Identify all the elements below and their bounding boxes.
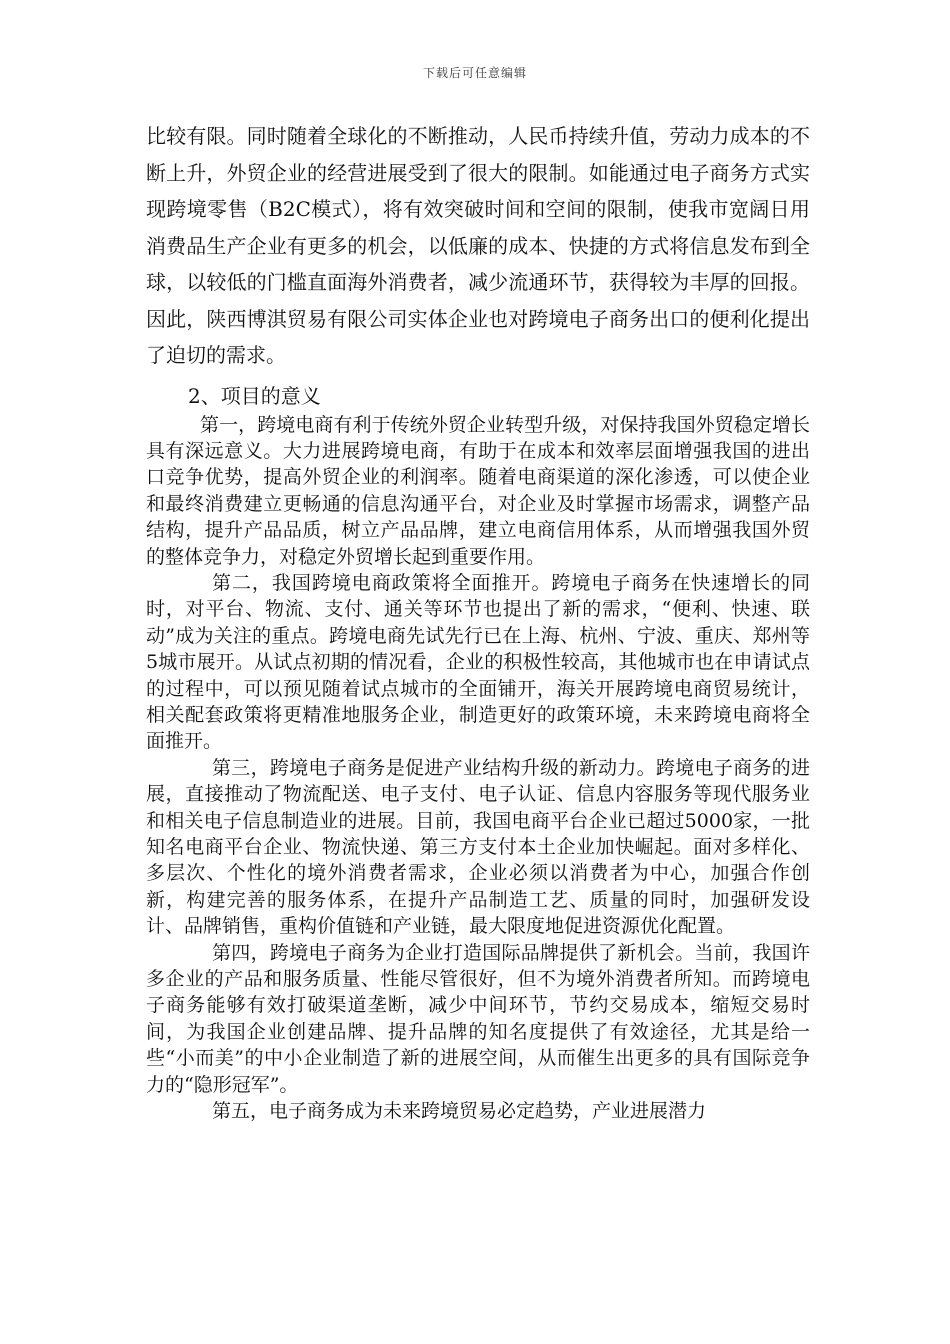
paragraph-second: 第二，我国跨境电商政策将全面推开。跨境电子商务在快速增长的同时，对平台、物流、支付、通关等环节也提出了新的需求，“便利、快速、联动”成为关注的重点。跨境电商先试先行已在上海、杭州、宁波、重庆、郑州等5城市展开。从试点初期的情况看，企业的积极性较高，其他城市也在申请试点的过程中，可以预见随着试点城市的全面铺开，海关开展跨境电商贸易统计，相关配套政策将更精准地服务企业，制造更好的政策环境，未来跨境电商将全面推开。: [146, 571, 810, 753]
document-body: [146, 118, 810, 1124]
section-heading: 2、项目的意义: [188, 383, 321, 408]
paragraph-fifth: 第五，电子商务成为未来跨境贸易必定趋势，产业进展潜力: [212, 1100, 707, 1123]
paragraph-fourth: 第四，跨境电子商务为企业打造国际品牌提供了新机会。当前，我国许多企业的产品和服务质量、性能尽管很好，但不为境外消费者所知。而跨境电子商务能够有效打破渠道垄断，减少中间环节，节约交易成本，缩短交易时间，为我国企业创建品牌、提升品牌的知名度提供了有效途径，尤其是给一些“小而美”的中小企业制造了新的进展空间，从而催生出更多的具有国际竞争力的“隐形冠军”。: [146, 941, 810, 1096]
page-header: 下载后可任意编辑: [422, 66, 527, 80]
paragraph-first: 第一，跨境电商有利于传统外贸企业转型升级，对保持我国外贸稳定增长具有深远意义。大力进展跨境电商，有助于在成本和效率层面增强我国的进出口竞争优势，提高外贸企业的利润率。随着电商渠道的深化渗透，可以使企业和最终消费建立更畅通的信息沟通平台，对企业及时掌握市场需求，调整产品结构，提升产品品质，树立产品品牌，建立电商信用体系，从而增强我国外贸的整体竞争力，对稳定外贸增长起到重要作用。: [146, 413, 810, 568]
paragraph-third: 第三，跨境电子商务是促进产业结构升级的新动力。跨境电子商务的进展，直接推动了物流配送、电子支付、电子认证、信息内容服务等现代服务业和相关电子信息制造业的进展。目前，我国电商平台企业已超过5000家，一批知名电商平台企业、物流快递、第三方支付本土企业加快崛起。面对多样化、多层次、个性化的境外消费者需求，企业必须以消费者为中心，加强合作创新，构建完善的服务体系，在提升产品制造工艺、质量的同时，加强研发设计、品牌销售，重构价值链和产业链，最大限度地促进资源优化配置。: [146, 756, 810, 938]
intro-paragraph: 比较有限。同时随着全球化的不断推动，人民币持续升值，劳动力成本的不断上升，外贸企业的经营进展受到了很大的限制。如能通过电子商务方式实现跨境零售（B2C模式），将有效突破时间和空间的限制，使我市宽阔日用消费品生产企业有更多的机会，以低廉的成本、快捷的方式将信息发布到全球，以较低的门槛直面海外消费者，减少流通环节，获得较为丰厚的回报。因此，陕西博淇贸易有限公司实体企业也对跨境电子商务出口的便利化提出了迫切的需求。: [146, 124, 810, 367]
